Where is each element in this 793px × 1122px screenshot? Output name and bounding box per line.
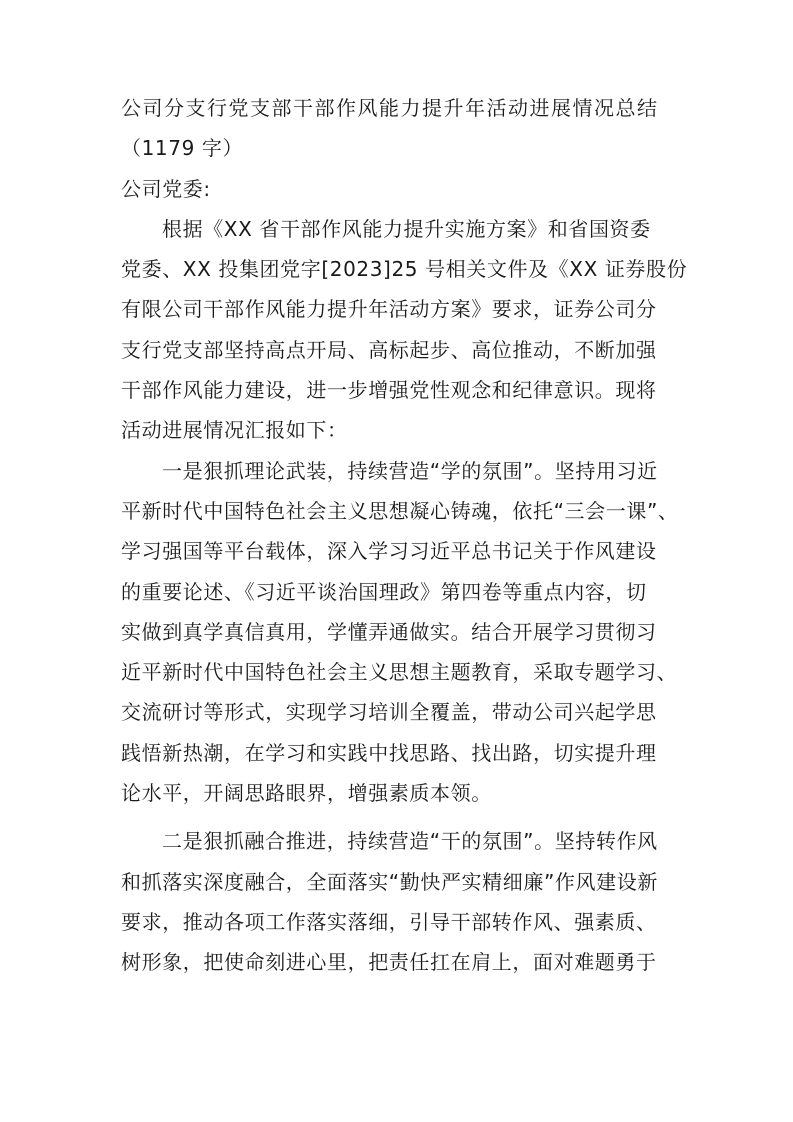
paragraph-line: 活动进展情况汇报如下： — [121, 418, 348, 443]
document-body — [121, 88, 688, 983]
document-title-line-2: （1179 字） — [121, 136, 244, 161]
paragraph-spacer — [121, 813, 677, 821]
paragraph-line: 和抓落实深度融合，全面落实“勤快严实精细廉”作风建设新 — [121, 869, 658, 894]
paragraph-line: 有限公司干部作风能力提升年活动方案》要求，证券公司分 — [121, 297, 657, 322]
paragraph-line: 党委、XX 投集团党字[2023]25 号相关文件及《XX 证券股份 — [121, 257, 688, 282]
salutation: 公司党委: — [121, 176, 211, 201]
paragraph-line: 近平新时代中国特色社会主义思想主题教育，采取专题学习、 — [121, 660, 678, 685]
paragraph-line: 平新时代中国特色社会主义思想凝心铸魂，依托“三会一课”、 — [121, 498, 679, 523]
paragraph-3 — [121, 821, 677, 982]
paragraph-line: 学习强国等平台载体，深入学习习近平总书记关于作风建设 — [121, 539, 657, 564]
paragraph-line: 的重要论述、《习近平谈治国理政》第四卷等重点内容，切 — [121, 579, 647, 604]
paragraph-line: 一是狠抓理论武装，持续营造“学的氛围”。坚持用习近 — [162, 458, 658, 483]
paragraph-line: 根据《XX 省干部作风能力提升实施方案》和省国资委 — [162, 216, 651, 241]
paragraph-line: 要求，推动各项工作落实落细，引导干部转作风、强素质、 — [121, 909, 657, 934]
paragraph-line: 实做到真学真信真用，学懂弄通做实。结合开展学习贯彻习 — [121, 619, 657, 644]
paragraph-1 — [121, 209, 688, 451]
paragraph-line: 交流研讨等形式，实现学习培训全覆盖，带动公司兴起学思 — [121, 700, 657, 725]
document-title-line-1: 公司分支行党支部干部作风能力提升年活动进展情况总结 — [121, 96, 659, 120]
paragraph-line: 论水平，开阔思路眼界，增强素质本领。 — [121, 781, 492, 806]
paragraph-line: 支行党支部坚持高点开局、高标起步、高位推动，不断加强 — [121, 337, 657, 362]
paragraph-line: 践悟新热潮，在学习和实践中找思路、找出路，切实提升理 — [121, 740, 657, 765]
paragraph-line: 树形象，把使命刻进心里，把责任扛在肩上，面对难题勇于 — [121, 950, 657, 975]
paragraph-line: 二是狠抓融合推进，持续营造“干的氛围”。坚持转作风 — [162, 829, 658, 854]
paragraph-line: 干部作风能力建设，进一步增强党性观念和纪律意识。现将 — [121, 378, 657, 403]
paragraph-2 — [121, 451, 677, 814]
